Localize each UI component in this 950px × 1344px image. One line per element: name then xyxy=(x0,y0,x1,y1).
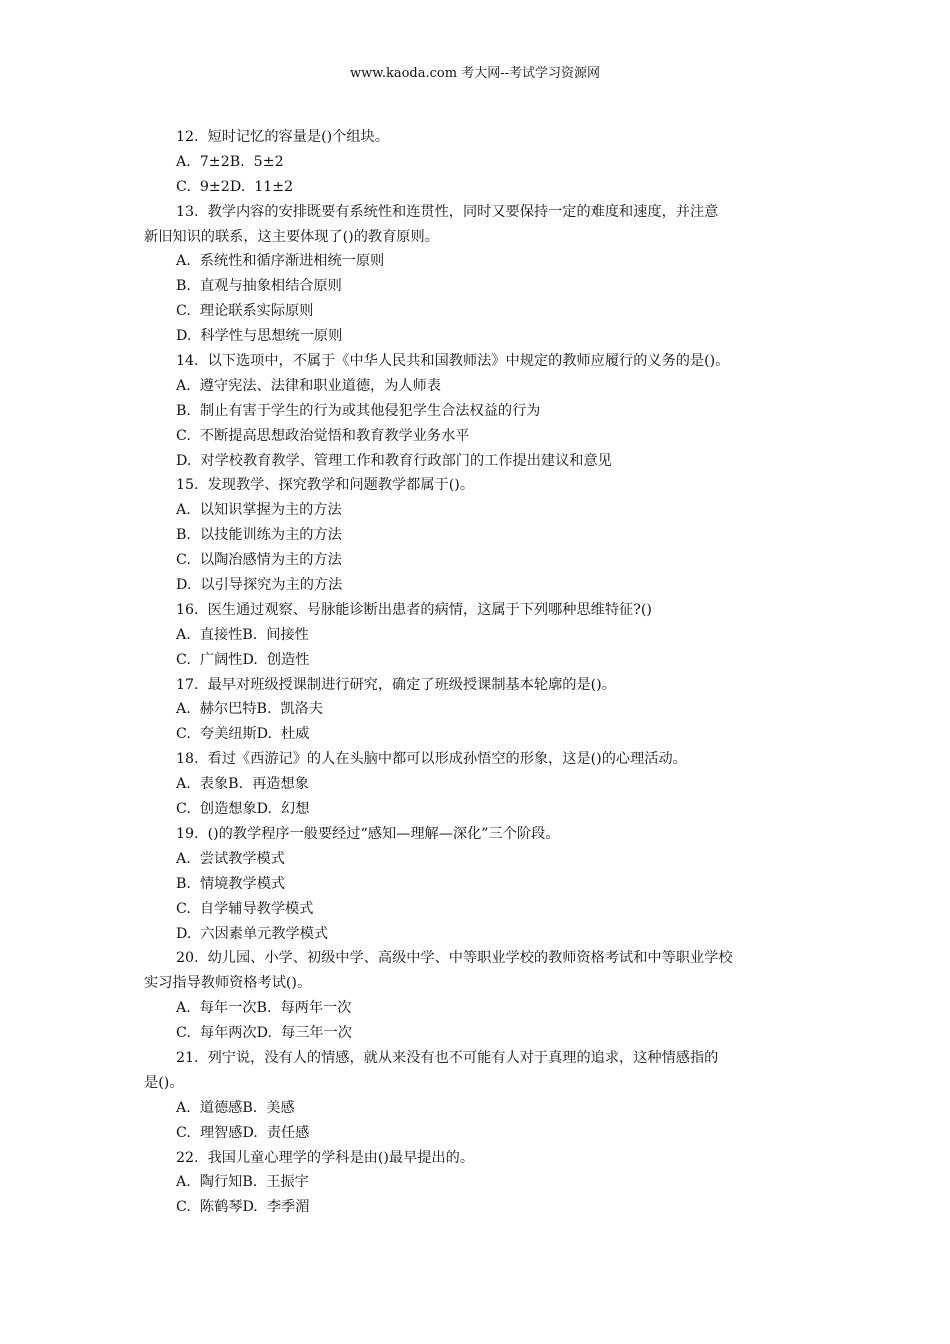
answer-choices: A. 7±2B. 5±2 xyxy=(176,153,284,170)
answer-choices: A. 直接性B. 间接性 xyxy=(176,626,309,643)
question-text: 17. 最早对班级授课制进行研究，确定了班级授课制基本轮廓的是()。 xyxy=(176,676,616,693)
answer-choices: A. 每年一次B. 每两年一次 xyxy=(176,1000,352,1017)
question-text: 21. 列宁说，没有人的情感，就从来没有也不可能有人对于真理的追求，这种情感指的 xyxy=(176,1049,719,1066)
question-text-continued: 实习指导教师资格考试()。 xyxy=(144,975,312,992)
answer-choices: B. 以技能训练为主的方法 xyxy=(176,527,342,544)
answer-choices: C. 陈鹤琴D. 李季湄 xyxy=(176,1199,310,1216)
answer-choices: A. 表象B. 再造想象 xyxy=(176,776,309,793)
answer-choices: C. 创造想象D. 幻想 xyxy=(176,801,310,818)
answer-choices: A. 系统性和循序渐进相统一原则 xyxy=(176,253,385,270)
question-text: 15. 发现教学、探究教学和问题教学都属于()。 xyxy=(176,477,475,494)
question-text-continued: 新旧知识的联系，这主要体现了()的教育原则。 xyxy=(144,228,439,245)
answer-choices: B. 情境教学模式 xyxy=(176,875,286,892)
answer-choices: C. 9±2D. 11±2 xyxy=(176,178,294,195)
answer-choices: C. 理论联系实际原则 xyxy=(176,303,314,320)
answer-choices: D. 对学校教育教学、管理工作和教育行政部门的工作提出建议和意见 xyxy=(176,452,612,469)
answer-choices: A. 赫尔巴特B. 凯洛夫 xyxy=(176,701,324,718)
question-text: 16. 医生通过观察、号脉能诊断出患者的病情，这属于下列哪种思维特征?() xyxy=(176,601,652,618)
answer-choices: C. 夸美纽斯D. 杜威 xyxy=(176,726,310,743)
question-text: 13. 教学内容的安排既要有系统性和连贯性，同时又要保持一定的难度和速度，并注意 xyxy=(176,203,719,220)
answer-choices: C. 理智感D. 责任感 xyxy=(176,1124,310,1141)
answer-choices: A. 遵守宪法、法律和职业道德，为人师表 xyxy=(176,377,441,394)
question-text: 19. ()的教学程序一般要经过“感知—理解—深化”三个阶段。 xyxy=(176,825,560,842)
answer-choices: A. 以知识掌握为主的方法 xyxy=(176,502,342,519)
answer-choices: A. 陶行知B. 王振宇 xyxy=(176,1174,309,1191)
answer-choices: A. 尝试教学模式 xyxy=(176,850,285,867)
answer-choices: B. 直观与抽象相结合原则 xyxy=(176,278,342,295)
answer-choices: D. 科学性与思想统一原则 xyxy=(176,328,343,345)
page-header: www.kaoda.com 考大网--考试学习资源网 xyxy=(350,66,600,81)
question-text: 18. 看过《西游记》的人在头脑中都可以形成孙悟空的形象，这是()的心理活动。 xyxy=(176,751,687,768)
question-text: 14. 以下选项中，不属于《中华人民共和国教师法》中规定的教师应履行的义务的是()。 xyxy=(176,353,730,370)
answer-choices: C. 不断提高思想政治觉悟和教育教学业务水平 xyxy=(176,427,470,444)
answer-choices: A. 道德感B. 美感 xyxy=(176,1099,295,1116)
question-list xyxy=(144,125,812,1220)
answer-choices: D. 以引导探究为主的方法 xyxy=(176,577,343,594)
question-text: 12. 短时记忆的容量是()个组块。 xyxy=(176,129,389,145)
question-text: 22. 我国儿童心理学的学科是由()最早提出的。 xyxy=(176,1149,475,1166)
answer-choices: B. 制止有害于学生的行为或其他侵犯学生合法权益的行为 xyxy=(176,402,541,419)
answer-choices: C. 广阔性D. 创造性 xyxy=(176,651,310,668)
answer-choices: C. 每年两次D. 每三年一次 xyxy=(176,1025,352,1042)
answer-choices: D. 六因素单元教学模式 xyxy=(176,925,329,942)
question-text-continued: 是()。 xyxy=(144,1074,184,1091)
answer-choices: C. 自学辅导教学模式 xyxy=(176,900,314,917)
question-text: 20. 幼儿园、小学、初级中学、高级中学、中等职业学校的教师资格考试和中等职业学校 xyxy=(176,950,733,967)
answer-choices: C. 以陶冶感情为主的方法 xyxy=(176,552,342,569)
